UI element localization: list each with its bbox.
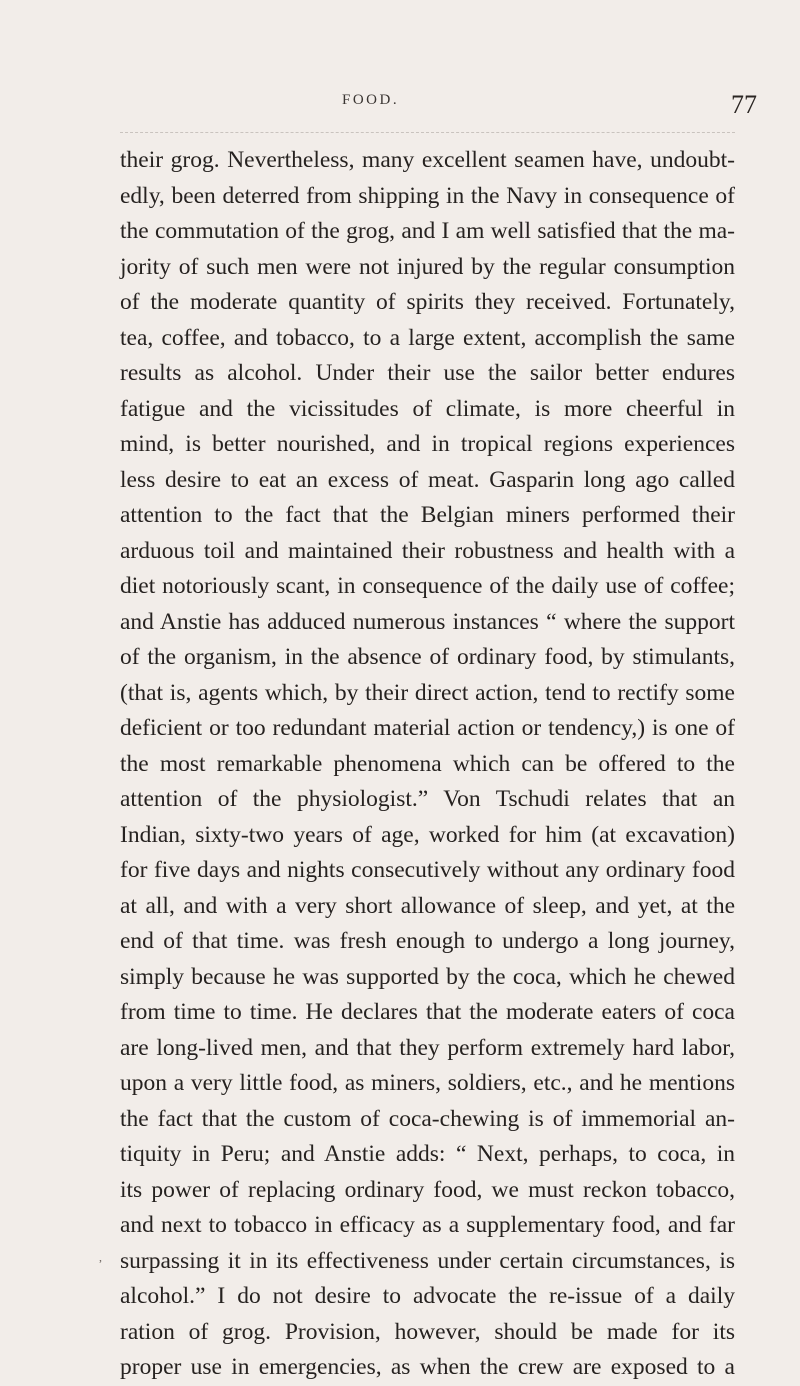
text-line: of the moderate quantity of spirits they received. Fortunately,: [120, 289, 735, 315]
text-line: attention to the fact that the Belgian miners performed their: [120, 502, 735, 528]
text-line: alcohol.” I do not desire to advocate the re-issue of a daily: [120, 1283, 735, 1309]
text-line: the most remarkable phenomena which can be offered to the: [120, 750, 735, 777]
text-line: attention of the physiologist.” Von Tschudi relates that an: [120, 786, 735, 812]
text-line: proper use in emergencies, as when the crew are exposed to a: [120, 1354, 735, 1380]
text-line: of the organism, in the absence of ordinary food, by stimulants,: [120, 644, 735, 670]
text-line: tea, coffee, and tobacco, to a large extent, accomplish the same: [120, 324, 735, 351]
body-text: [120, 143, 735, 1386]
header-rule: [120, 132, 735, 133]
text-line: results as alcohol. Under their use the sailor better endures: [120, 360, 735, 386]
text-line: less desire to eat an excess of meat. Gasparin long ago called: [120, 466, 735, 493]
text-line: the commutation of the grog, and I am well satisfied that the ma-: [120, 218, 735, 244]
text-line: their grog. Nevertheless, many excellent seamen have, undoubt-: [120, 147, 735, 173]
page-number: 77: [731, 90, 757, 119]
text-line: at all, and with a very short allowance of sleep, and yet, at the: [120, 892, 735, 919]
text-line: the fact that the custom of coca-chewing is of immemorial an-: [120, 1105, 735, 1132]
text-line: mind, is better nourished, and in tropical regions experiences: [120, 431, 735, 457]
text-line: from time to time. He declares that the moderate eaters of coca: [120, 999, 735, 1025]
running-head-title: FOOD.: [342, 92, 400, 108]
margin-speck: ,: [99, 1250, 102, 1264]
text-line: upon a very little food, as miners, soldiers, etc., and he mentions: [120, 1070, 735, 1096]
text-line: tiquity in Peru; and Anstie adds: “ Next, perhaps, to coca, in: [120, 1141, 735, 1167]
text-line: are long-lived men, and that they perform extremely hard labor,: [120, 1034, 735, 1061]
text-line: and Anstie has adduced numerous instances “ where the support: [120, 608, 735, 635]
text-line: jority of such men were not injured by the regular consumption: [120, 253, 735, 280]
text-line: diet notoriously scant, in consequence of the daily use of coffee;: [120, 573, 735, 599]
text-line: end of that time. was fresh enough to undergo a long journey,: [120, 928, 735, 954]
text-line: deficient or too redundant material action or tendency,) is one of: [120, 715, 735, 741]
text-line: (that is, agents which, by their direct action, tend to rectify some: [120, 679, 735, 706]
text-line: simply because he was supported by the coca, which he chewed: [120, 963, 735, 990]
text-line: and next to tobacco in efficacy as a supplementary food, and far: [120, 1212, 735, 1238]
running-head: [0, 92, 800, 132]
text-line: fatigue and the vicissitudes of climate, is more cheerful in: [120, 395, 735, 422]
text-line: edly, been deterred from shipping in the Navy in consequence of: [120, 182, 735, 209]
text-line: its power of replacing ordinary food, we must reckon tobacco,: [120, 1176, 735, 1203]
text-line: arduous toil and maintained their robustness and health with a: [120, 537, 735, 564]
text-line: ration of grog. Provision, however, should be made for its: [120, 1318, 735, 1345]
text-line: surpassing it in its effectiveness under certain circumstances, is: [120, 1247, 735, 1274]
text-line: for five days and nights consecutively without any ordinary food: [120, 857, 735, 883]
text-line: Indian, sixty-two years of age, worked for him (at excavation): [120, 821, 735, 848]
